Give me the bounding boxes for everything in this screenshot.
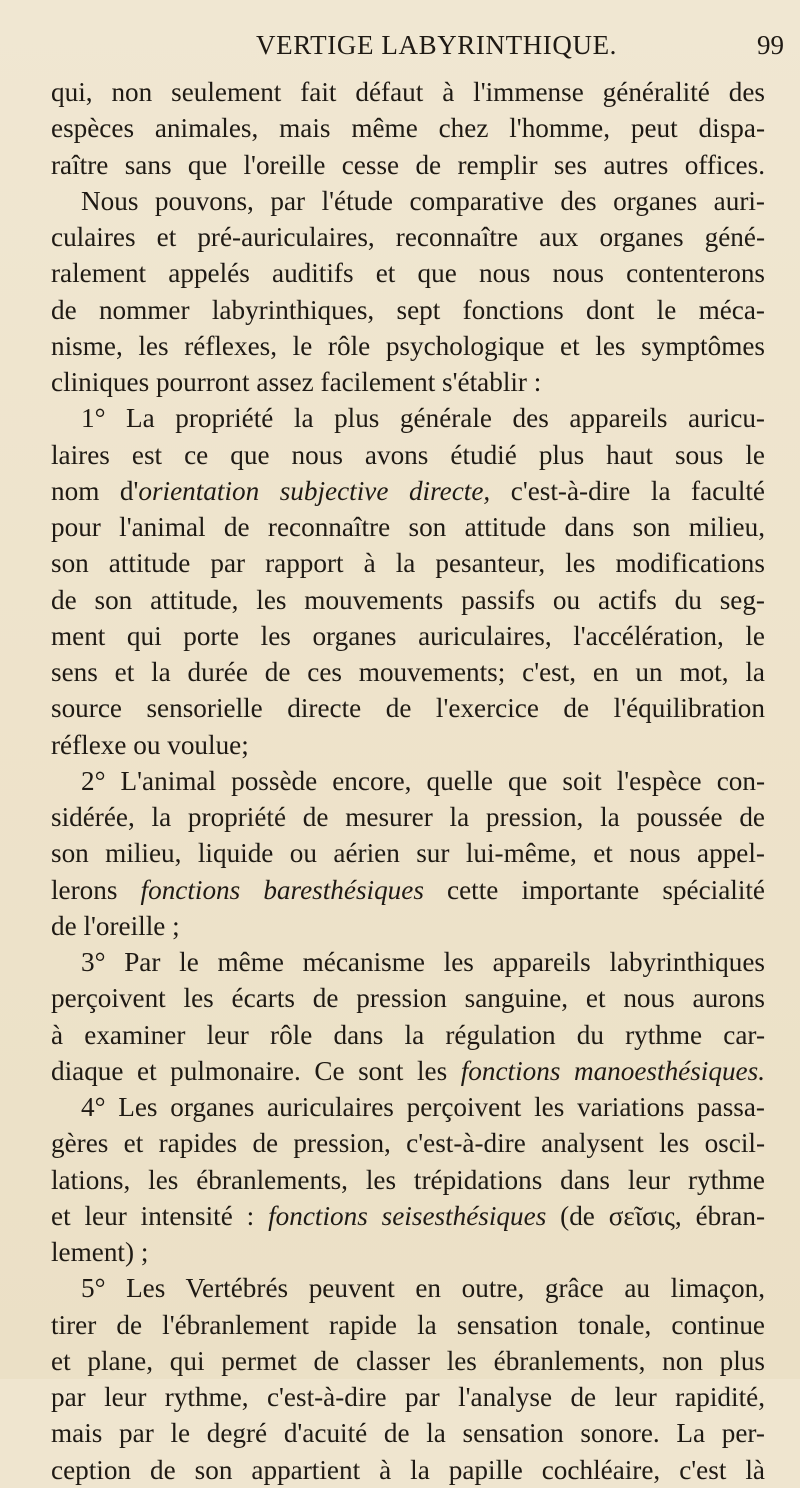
text-line: réflexe ou voulue; — [51, 729, 249, 760]
text-line: 2° L'animal possède encore, quelle que soit l'espèce con- — [81, 765, 765, 796]
text-line: 4° Les organes auriculaires perçoivent les variations passa- — [81, 1092, 765, 1122]
text-line: sens et la durée de ces mouvements; c'est, en un mot, la — [51, 657, 765, 687]
text-line: qui, non seulement fait défaut à l'immense généralité des — [51, 77, 765, 107]
text-line: laires est ce que nous avons étudié plus haut sous le — [51, 439, 765, 470]
text-line: tirer de l'ébranlement rapide la sensation tonale, continue — [51, 1309, 765, 1340]
text-line: raître sans que l'oreille cesse de remplir ses autres offices. — [51, 149, 765, 180]
text-line: 3° Par le même mécanisme les appareils labyrinthiques — [81, 947, 765, 977]
body-text — [51, 74, 765, 1488]
text-line: de nommer labyrinthiques, sept fonctions dont le méca- — [51, 294, 765, 325]
italic-term: fonctions baresthésiques — [140, 874, 424, 905]
text-line: Nous pouvons, par l'étude comparative des organes auri- — [81, 185, 765, 216]
text-line: mais par le degré d'acuité de la sensation sonore. La per- — [51, 1418, 765, 1449]
text-line: son attitude par rapport à la pesanteur, les modifications — [51, 548, 765, 579]
text-line: nisme, les réflexes, le rôle psychologique et les symptômes — [51, 330, 765, 361]
running-header — [0, 16, 800, 60]
text-line: lerons fonctions baresthésiques cette importante spécialité — [51, 874, 765, 905]
text-line: 1° La propriété la plus générale des appareils auricu- — [81, 403, 765, 434]
text-line: culaires et pré-auriculaires, reconnaître aux organes géné- — [51, 222, 765, 252]
italic-term: fonctions seisesthésiques — [268, 1200, 547, 1231]
text-line: cliniques pourront assez facilement s'établir : — [51, 367, 542, 397]
text-line: lations, les ébranlements, les trépidations dans leur rythme — [51, 1164, 765, 1195]
text-line: de son attitude, les mouvements passifs ou actifs du seg- — [51, 584, 765, 615]
text-line: sidérée, la propriété de mesurer la pression, la poussée de — [51, 802, 765, 832]
text-line: nom d'orientation subjective directe, c'est-à-dire la faculté — [51, 475, 765, 506]
text-line: et leur intensité : fonctions seisesthésiques (de σεῖσις, ébran- — [51, 1200, 765, 1231]
text-line: de l'oreille ; — [51, 910, 180, 941]
text-line: ralement appelés auditifs et que nous nous contenterons — [51, 258, 765, 289]
text-line: son milieu, liquide ou aérien sur lui-même, et nous appel- — [51, 838, 765, 869]
text-line: 5° Les Vertébrés peuvent en outre, grâce au limaçon, — [81, 1273, 765, 1304]
text-line: ment qui porte les organes auriculaires, l'accélération, le — [51, 620, 765, 651]
running-title: VERTIGE LABYRINTHIQUE. — [256, 30, 618, 60]
text-line: par leur rythme, c'est-à-dire par l'analyse de leur rapidité, — [51, 1382, 765, 1412]
text-line: perçoivent les écarts de pression sanguine, et nous aurons — [51, 983, 765, 1014]
text-line: diaque et pulmonaire. Ce sont les fonctions manoesthésiques. — [51, 1055, 765, 1086]
text-line: lement) ; — [51, 1237, 149, 1267]
text-line: ception de son appartient à la papille cochléaire, c'est là — [51, 1454, 765, 1485]
text-line: gères et rapides de pression, c'est-à-dire analysent les oscil- — [51, 1128, 765, 1159]
text-line: espèces animales, mais même chez l'homme, peut dispa- — [51, 113, 765, 144]
italic-term: fonctions manoesthésiques. — [460, 1055, 765, 1086]
text-line: et plane, qui permet de classer les ébranlements, non plus — [51, 1345, 765, 1376]
page-number: 99 — [757, 30, 784, 60]
text-line: source sensorielle directe de l'exercice de l'équilibration — [51, 693, 765, 724]
text-line: pour l'animal de reconnaître son attitude dans son milieu, — [51, 512, 765, 542]
italic-term: orientation subjective directe, — [138, 475, 491, 506]
text-line: à examiner leur rôle dans la régulation du rythme car- — [51, 1019, 765, 1050]
